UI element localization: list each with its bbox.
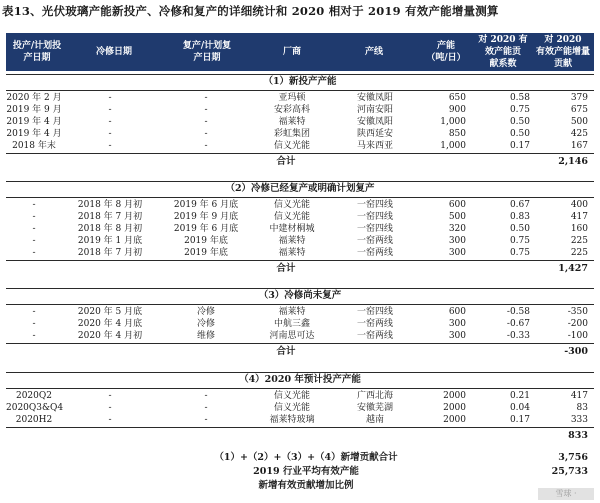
subtotal-row: 合计 2,146 (276, 156, 588, 167)
header-start-date: 投产/计划投 产日期 (12, 41, 62, 63)
section-divider (6, 388, 594, 389)
header-line: 产线 (364, 47, 383, 57)
table-row: - 2020 年 4 月底 冷修 中航三鑫 一窑两线 300 -0.67 -200 (32, 319, 588, 329)
subtotal-row: 合计 -300 (276, 346, 588, 357)
section-divider (6, 260, 594, 261)
section-divider (6, 343, 594, 344)
table-row: - 2020 年 5 月底 冷修 福莱特 一窑四线 600 -0.58 -350 (32, 307, 588, 317)
header-maker: 厂商 (282, 47, 301, 57)
table-row: 2019 年 4 月 - - 彩虹集团 陕西延安 850 0.50 425 (6, 129, 588, 139)
section-divider (6, 427, 594, 428)
section-title: （2）冷修已经复产或明确计划复产 (225, 183, 375, 194)
section-divider (6, 304, 594, 305)
summary-row: （1）+（2）+（3）+（4）新增贡献合计 3,756 (214, 452, 588, 463)
subtotal-row: 合计 1,427 (276, 263, 588, 274)
section-title: （3）冷修尚未复产 (258, 290, 342, 301)
table-row: 2019 年 4 月 - - 福莱特 安徽凤阳 1,000 0.50 500 (6, 117, 588, 127)
section-divider (6, 372, 594, 373)
table-title: 表13、光伏玻璃产能新投产、冷修和复产的详细统计和 2020 相对于 2019 有效产能增量测算 (2, 4, 499, 18)
table-row: 2018 年末 - - 信义光能 马来西亚 1,000 0.17 167 (12, 141, 588, 151)
summary-row: 新增有效贡献增加比例 (258, 480, 354, 491)
header-contribution: 对 2020 有效产能增量 贡献 (535, 35, 590, 69)
table-row: 2020Q2 - - 信义光能 广西北海 2000 0.21 417 (15, 391, 588, 401)
header-cold-repair: 冷修日期 (95, 47, 132, 57)
table-row: - 2019 年 1 月底 2019 年底 福莱特 一窑两线 300 0.75 225 (32, 236, 588, 246)
table-row: - 2018 年 7 月初 2019 年 9 月底 信义光能 一窑四线 500 0.83 417 (32, 212, 588, 222)
table-row: - 2020 年 4 月初 维修 河南思可达 一窑两线 300 -0.33 -100 (32, 331, 588, 341)
header-capacity: 产能 （吨/日） (426, 41, 466, 63)
table-row: - 2018 年 8 月初 2019 年 6 月底 中建材桐城 一窑四线 320 0.50 160 (32, 224, 588, 234)
header-resume-date: 复产/计划复 产日期 (182, 41, 232, 63)
section-title: （1）新投产产能 (263, 76, 337, 87)
summary-row: 2019 行业平均有效产能 25,733 (253, 466, 588, 477)
header-coefficient: 对 2020 有 效产能贡 献系数 (478, 35, 528, 69)
table-row: - 2018 年 7 月初 2019 年底 福莱特 一窑两线 300 0.75 225 (32, 248, 588, 258)
table-header (6, 33, 594, 71)
subtotal-row: 833 (568, 430, 588, 441)
table-row: - 2018 年 8 月初 2019 年 6 月底 信义光能 一窑四线 600 0.67 400 (32, 200, 588, 210)
table-row: 2020Q3&Q4 - - 信义光能 安徽芜湖 2000 0.04 83 (6, 403, 588, 413)
section-divider (6, 197, 594, 198)
table-row: 2019 年 9 月 - - 安彩高科 河南安阳 900 0.75 675 (6, 105, 588, 115)
section-title: （4）2020 年预计投产产能 (239, 374, 361, 385)
section-divider (6, 153, 594, 154)
section-divider (6, 90, 594, 91)
table-row: 2020 年 2 月 - - 亚玛顿 安徽凤阳 650 0.58 379 (6, 93, 588, 103)
section-divider (6, 288, 594, 289)
watermark: 雪球 · (538, 488, 594, 500)
section-divider (6, 74, 594, 75)
section-divider (6, 181, 594, 182)
table-row: 2020H2 - - 福莱特玻璃 越南 2000 0.17 333 (15, 415, 588, 425)
